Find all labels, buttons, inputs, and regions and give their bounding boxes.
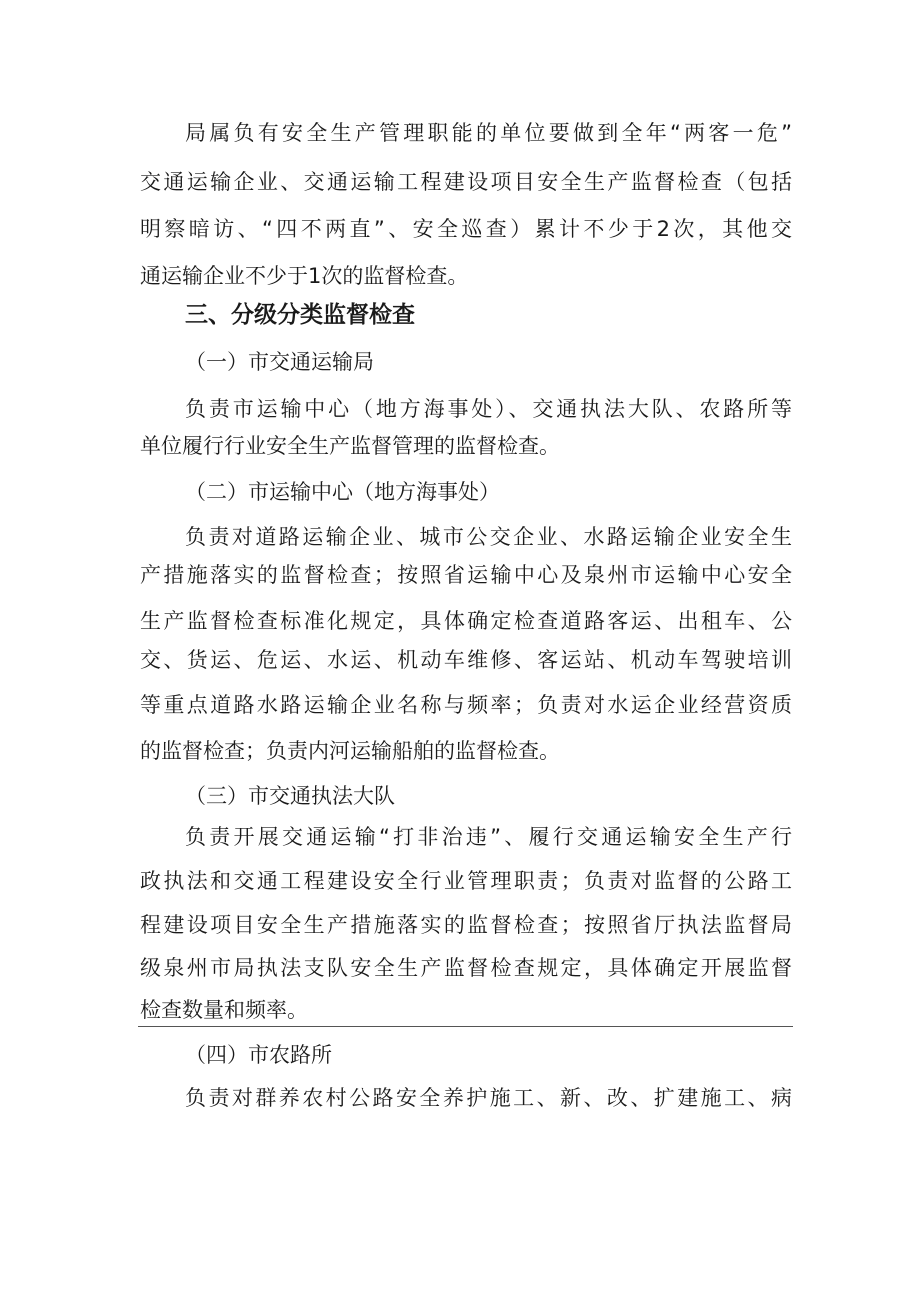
subsection-heading: （一）市交通运输局 — [185, 350, 374, 374]
section-heading: 三、分级分类监督检查 — [185, 302, 415, 328]
page-divider — [138, 1026, 793, 1027]
paragraph-line: 单位履行行业安全生产监督管理的监督检查。 — [140, 434, 560, 458]
subsection-heading: （二）市运输中心（地方海事处） — [185, 480, 500, 504]
paragraph-line: 检查数量和频率。 — [140, 998, 308, 1022]
paragraph-line: 通运输企业不少于1次的监督检查。 — [140, 264, 469, 288]
paragraph-line: 负责对群养农村公路安全养护施工、新、改、扩建施工、病 — [185, 1086, 792, 1110]
paragraph-line: 政执法和交通工程建设安全行业管理职责；负责对监督的公路工 — [140, 869, 792, 893]
paragraph-line: 负责开展交通运输“打非治违”、履行交通运输安全生产行 — [185, 825, 792, 849]
paragraph-line: 交通运输企业、交通运输工程建设项目安全生产监督检查（包括 — [140, 170, 792, 194]
paragraph-line: 的监督检查；负责内河运输船舶的监督检查。 — [140, 739, 560, 763]
paragraph-line: 负责市运输中心（地方海事处）、交通执法大队、农路所等 — [185, 397, 792, 421]
subsection-heading: （三）市交通执法大队 — [185, 784, 395, 808]
paragraph-line: 生产监督检查标准化规定，具体确定检查道路客运、出租车、公 — [140, 609, 792, 633]
paragraph-line: 交、货运、危运、水运、机动车维修、客运站、机动车驾驶培训 — [140, 648, 792, 672]
paragraph-line: 明察暗访、“四不两直”、安全巡查）累计不少于2次，其他交 — [140, 217, 792, 241]
paragraph-line: 负责对道路运输企业、城市公交企业、水路运输企业安全生 — [185, 525, 792, 549]
paragraph-line: 产措施落实的监督检查；按照省运输中心及泉州市运输中心安全 — [140, 563, 792, 587]
subsection-heading: （四）市农路所 — [185, 1043, 332, 1067]
paragraph-line: 级泉州市局执法支队安全生产监督检查规定，具体确定开展监督 — [140, 956, 792, 980]
paragraph-line: 局属负有安全生产管理职能的单位要做到全年“两客一危” — [185, 121, 792, 145]
paragraph-line: 程建设项目安全生产措施落实的监督检查；按照省厅执法监督局 — [140, 913, 792, 937]
paragraph-line: 等重点道路水路运输企业名称与频率；负责对水运企业经营资质 — [140, 693, 792, 717]
